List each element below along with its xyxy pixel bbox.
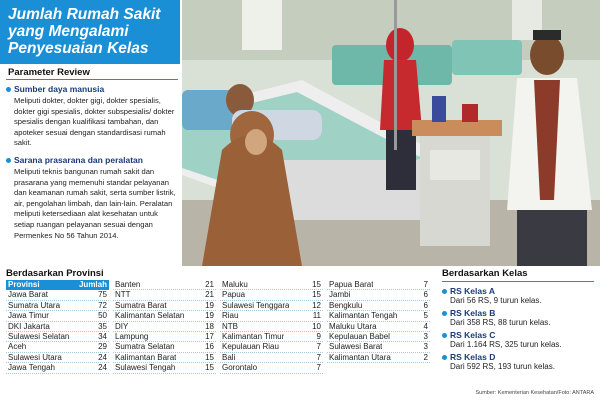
provinsi-name: Sulawesi Barat bbox=[329, 342, 383, 352]
provinsi-value: 21 bbox=[205, 290, 214, 300]
provinsi-value: 7 bbox=[316, 342, 321, 352]
provinsi-column bbox=[6, 280, 109, 374]
provinsi-name: Jawa Tengah bbox=[8, 363, 55, 373]
provinsi-value: 10 bbox=[312, 321, 321, 331]
provinsi-value: 21 bbox=[205, 280, 214, 289]
provinsi-value: 7 bbox=[316, 352, 321, 362]
parameter-item-body: Meliputi dokter, dokter gigi, dokter spesialis, dokter gigi spesialis, dokter subspesialis/ dokter spesialis dengan kualifikasi tambahan, dan apoteker sesuai dengan standardisasi rumah sakit. bbox=[14, 96, 175, 148]
provinsi-table bbox=[6, 280, 430, 374]
provinsi-name: Kalimantan Timur bbox=[222, 331, 285, 341]
provinsi-row bbox=[327, 332, 430, 342]
provinsi-name: Sumatra Utara bbox=[8, 300, 61, 310]
kelas-section bbox=[442, 268, 594, 374]
provinsi-name: Sulawesi Utara bbox=[8, 352, 62, 362]
provinsi-value: 19 bbox=[205, 311, 214, 321]
provinsi-header-name: Provinsi bbox=[8, 280, 40, 289]
provinsi-row bbox=[6, 332, 109, 342]
provinsi-row bbox=[113, 332, 216, 342]
provinsi-row bbox=[6, 342, 109, 352]
provinsi-name: NTT bbox=[115, 290, 131, 300]
kelas-item-a bbox=[442, 286, 594, 305]
provinsi-header-value: Jumlah bbox=[78, 280, 107, 289]
provinsi-row bbox=[327, 311, 430, 321]
provinsi-row bbox=[6, 363, 109, 373]
provinsi-value: 6 bbox=[423, 300, 428, 310]
provinsi-name: Bali bbox=[222, 352, 236, 362]
provinsi-row bbox=[113, 363, 216, 373]
provinsi-name: Sulawesi Tengah bbox=[115, 363, 176, 373]
provinsi-value: 15 bbox=[312, 290, 321, 300]
provinsi-value: 15 bbox=[205, 363, 214, 373]
provinsi-value: 11 bbox=[312, 311, 321, 321]
kelas-name: RS Kelas B bbox=[442, 308, 594, 318]
provinsi-column bbox=[220, 280, 323, 374]
provinsi-row bbox=[220, 363, 323, 373]
provinsi-name: Sulawesi Selatan bbox=[8, 331, 70, 341]
provinsi-header-row bbox=[6, 280, 109, 290]
provinsi-row bbox=[6, 311, 109, 321]
provinsi-name: Gorontalo bbox=[222, 363, 258, 373]
kelas-desc: Dari 56 RS, 9 turun kelas. bbox=[450, 296, 542, 305]
provinsi-row bbox=[6, 353, 109, 363]
provinsi-name: Jawa Timur bbox=[8, 311, 49, 321]
kelas-item-b bbox=[442, 308, 594, 327]
provinsi-row bbox=[113, 311, 216, 321]
provinsi-name: Banten bbox=[115, 280, 141, 289]
provinsi-row bbox=[6, 322, 109, 332]
provinsi-row bbox=[327, 301, 430, 311]
parameter-item-sdm bbox=[6, 84, 178, 149]
parameter-item-sarana bbox=[6, 155, 178, 241]
provinsi-name: Kalimantan Utara bbox=[329, 352, 391, 362]
provinsi-value: 15 bbox=[312, 280, 321, 289]
provinsi-value: 17 bbox=[205, 331, 214, 341]
provinsi-name: Kalimantan Barat bbox=[115, 352, 177, 362]
parameter-item-title: Sarana prasarana dan peralatan bbox=[6, 155, 178, 165]
provinsi-name: DIY bbox=[115, 321, 129, 331]
provinsi-name: Papua Barat bbox=[329, 280, 374, 289]
provinsi-row bbox=[113, 301, 216, 311]
provinsi-row bbox=[113, 322, 216, 332]
provinsi-name: Kepulauan Riau bbox=[222, 342, 279, 352]
provinsi-value: 12 bbox=[312, 300, 321, 310]
provinsi-row bbox=[327, 322, 430, 332]
provinsi-row bbox=[220, 322, 323, 332]
provinsi-name: Kalimantan Selatan bbox=[115, 311, 185, 321]
provinsi-value: 5 bbox=[423, 311, 428, 321]
provinsi-value: 9 bbox=[316, 331, 321, 341]
provinsi-row bbox=[220, 311, 323, 321]
provinsi-value: 3 bbox=[423, 342, 428, 352]
provinsi-name: Aceh bbox=[8, 342, 27, 352]
provinsi-name: Riau bbox=[222, 311, 239, 321]
provinsi-row bbox=[220, 332, 323, 342]
provinsi-row bbox=[220, 301, 323, 311]
provinsi-row bbox=[6, 301, 109, 311]
provinsi-name: Lampung bbox=[115, 331, 149, 341]
provinsi-value: 3 bbox=[423, 331, 428, 341]
provinsi-value: 7 bbox=[316, 363, 321, 373]
parameter-item-title: Sumber daya manusia bbox=[6, 84, 178, 94]
kelas-name: RS Kelas A bbox=[442, 286, 594, 296]
parameter-heading: Parameter Review bbox=[6, 66, 178, 80]
kelas-item-c bbox=[442, 330, 594, 349]
kelas-item-d bbox=[442, 352, 594, 371]
provinsi-name: Kalimantan Tengah bbox=[329, 311, 398, 321]
provinsi-column bbox=[113, 280, 216, 374]
title-block bbox=[0, 0, 180, 64]
provinsi-name: Jawa Barat bbox=[8, 290, 49, 300]
provinsi-row bbox=[113, 290, 216, 300]
provinsi-row bbox=[220, 280, 323, 290]
provinsi-name: Kepulauan Babel bbox=[329, 331, 390, 341]
infographic-title: Jumlah Rumah Sakit yang Mengalami Penyesuaian Kelas bbox=[8, 6, 161, 57]
kelas-name: RS Kelas D bbox=[442, 352, 594, 362]
kelas-desc: Dari 1.164 RS, 325 turun kelas. bbox=[450, 340, 562, 349]
provinsi-value: 34 bbox=[98, 331, 107, 341]
provinsi-value: 15 bbox=[205, 352, 214, 362]
provinsi-name: Sumatra Barat bbox=[115, 300, 167, 310]
provinsi-value: 16 bbox=[205, 342, 214, 352]
provinsi-name: Papua bbox=[222, 290, 246, 300]
provinsi-value: 7 bbox=[423, 280, 428, 289]
kelas-name: RS Kelas C bbox=[442, 330, 594, 340]
kelas-heading: Berdasarkan Kelas bbox=[442, 268, 594, 282]
hospital-ward-photo bbox=[182, 0, 600, 266]
provinsi-name: Maluku Utara bbox=[329, 321, 377, 331]
provinsi-value: 50 bbox=[98, 311, 107, 321]
provinsi-row bbox=[113, 353, 216, 363]
provinsi-value: 24 bbox=[98, 363, 107, 373]
provinsi-row bbox=[113, 280, 216, 290]
provinsi-name: Bengkulu bbox=[329, 300, 363, 310]
provinsi-heading: Berdasarkan Provinsi bbox=[6, 268, 104, 279]
provinsi-value: 19 bbox=[205, 300, 214, 310]
provinsi-row bbox=[327, 290, 430, 300]
kelas-desc: Dari 358 RS, 88 turun kelas. bbox=[450, 318, 551, 327]
provinsi-row bbox=[6, 290, 109, 300]
provinsi-value: 29 bbox=[98, 342, 107, 352]
provinsi-value: 24 bbox=[98, 352, 107, 362]
provinsi-row bbox=[220, 353, 323, 363]
parameter-review bbox=[6, 66, 178, 247]
provinsi-row bbox=[220, 290, 323, 300]
provinsi-name: Jambi bbox=[329, 290, 351, 300]
provinsi-row bbox=[327, 342, 430, 352]
provinsi-name: Sumatra Selatan bbox=[115, 342, 175, 352]
provinsi-value: 35 bbox=[98, 321, 107, 331]
provinsi-name: DKI Jakarta bbox=[8, 321, 50, 331]
provinsi-value: 4 bbox=[423, 321, 428, 331]
provinsi-value: 72 bbox=[98, 300, 107, 310]
provinsi-row bbox=[220, 342, 323, 352]
source-credit: Sumber: Kementerian Kesehatan/Foto: ANTARA bbox=[475, 390, 594, 396]
provinsi-name: NTB bbox=[222, 321, 238, 331]
provinsi-value: 2 bbox=[423, 352, 428, 362]
parameter-item-body: Meliputi teknis bangunan rumah sakit dan prasarana yang memenuhi standar pelayanan dan keamanan rumah sakit, serta sumber listrik, air, pengolahan limbah, dan lain-lain. Peralatan meliputi ketersediaan alat kesehatan untuk setiap ruangan pelayanan sesuai dengan Permenkes No 56 Tahun 2014. bbox=[14, 166, 176, 240]
provinsi-row bbox=[113, 342, 216, 352]
provinsi-value: 6 bbox=[423, 290, 428, 300]
provinsi-name: Sulawesi Tenggara bbox=[222, 300, 290, 310]
provinsi-row bbox=[327, 353, 430, 363]
provinsi-value: 18 bbox=[205, 321, 214, 331]
provinsi-column bbox=[327, 280, 430, 374]
provinsi-row bbox=[327, 280, 430, 290]
kelas-desc: Dari 592 RS, 193 turun kelas. bbox=[450, 362, 555, 371]
provinsi-name: Maluku bbox=[222, 280, 248, 289]
provinsi-value: 75 bbox=[98, 290, 107, 300]
